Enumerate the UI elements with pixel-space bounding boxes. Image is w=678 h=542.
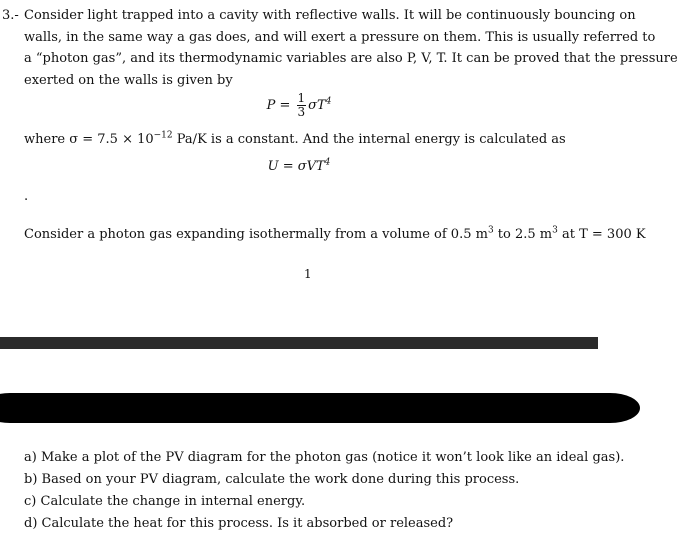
question-a [24,447,624,469]
pressure-equation [0,92,598,119]
question-text: Calculate the change in internal energy. [40,494,306,509]
consider-exp-1: 3 [487,225,494,236]
intro-line-1: Consider light trapped into a cavity with reflective walls. It will be continuously bouncing on [24,8,636,23]
question-b [24,469,519,491]
question-label: c) [24,494,37,509]
eq1-denominator: 3 [297,105,306,119]
page-number: 1 [304,267,312,281]
eq1-exponent: 4 [325,96,332,107]
where-exponent: −12 [153,130,173,141]
where-rest: Pa/K is a constant. And the internal energy is calculated as [172,132,566,147]
consider-text: Consider a photon gas expanding isothermally from a volume of 0.5 m [24,227,488,242]
eq1-numerator: 1 [297,91,306,105]
question-d [24,513,453,535]
redaction-bar [0,393,640,423]
question-label: a) [24,450,37,465]
eq1-fraction [297,92,307,119]
question-text: Make a plot of the PV diagram for the photon gas (notice it won’t look like an ideal gas). [40,450,625,465]
where-text: where σ = 7.5 × 10 [24,132,154,147]
problem-number: 3.- [2,8,19,23]
eq1-lhs: P = [266,98,291,113]
eq1-rhs: σT [308,98,326,113]
question-label: d) [24,516,38,531]
eq2-exponent: 4 [324,157,331,168]
intro-line-4: exerted on the walls is given by [24,72,233,88]
consider-end: at T = 300 K [557,227,646,242]
problem-intro [0,5,678,91]
where-sentence [24,129,566,151]
page-divider-bar [0,337,598,349]
question-text: Based on your PV diagram, calculate the work done during this process. [41,472,520,487]
intro-line-2: walls, in the same way a gas does, and will exert a pressure on them. This is usually referred to [24,29,656,45]
eq2-text: U = σVT [267,159,325,174]
question-text: Calculate the heat for this process. Is it absorbed or released? [41,516,454,531]
consider-sentence [24,224,646,246]
question-c [24,491,305,513]
energy-equation [0,156,598,178]
consider-mid: to 2.5 m [493,227,553,242]
consider-exp-2: 3 [552,225,558,236]
intro-line-3: a “photon gas”, and its thermodynamic variables are also P, V, T. It can be proved that the pressure [24,51,678,66]
question-label: b) [24,472,38,487]
stray-dot: . [24,189,29,204]
